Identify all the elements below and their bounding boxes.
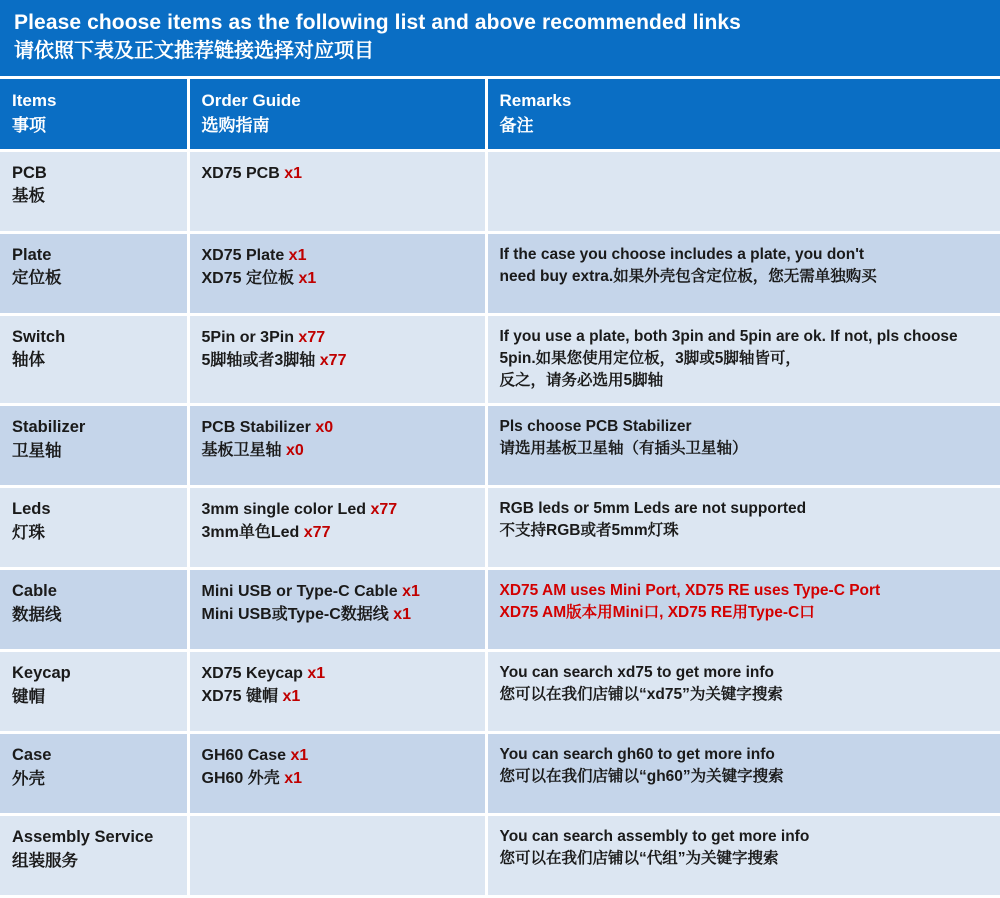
order-line-en (202, 326, 475, 349)
remarks-line-zh: 您可以在我们店铺以“xd75”为关键字搜索 (499, 686, 783, 704)
item-label-zh: 卫星轴 (12, 441, 62, 460)
order-qty-en: x77 (298, 328, 326, 346)
remarks-line-zh: 不支持RGB或者5mm灯珠 (499, 522, 679, 540)
item-label-zh: 轴体 (12, 351, 45, 370)
cell-remarks (486, 650, 1000, 732)
remarks-line-en: XD75 AM uses Mini Port, XD75 RE uses Type-C Port (499, 581, 881, 599)
column-header-items-zh: 事项 (12, 115, 46, 135)
remarks-line-en: You can search assembly to get more info (499, 827, 810, 845)
table-row (0, 650, 1000, 732)
item-label-zh: 基板 (12, 187, 45, 206)
cell-order-guide (188, 650, 486, 732)
cell-remarks (486, 404, 1000, 486)
order-line-zh (202, 521, 475, 544)
item-label-en: Assembly Service (12, 827, 154, 846)
remarks-line-zh: 反之，请务必选用5脚轴 (499, 372, 664, 390)
banner-title-en: Please choose items as the following list and above recommended links (14, 11, 741, 34)
item-label-zh: 外壳 (12, 769, 45, 788)
cell-item (0, 568, 188, 650)
column-header-items-en: Items (12, 91, 57, 111)
cell-item (0, 232, 188, 314)
table-body (0, 150, 1000, 896)
remarks-line-zh: XD75 AM版本用Mini口, XD75 RE用Type-C口 (499, 604, 815, 622)
column-header-items (0, 79, 188, 150)
order-line-en (202, 580, 475, 603)
order-text-en: XD75 PCB (201, 164, 280, 182)
order-line-zh (202, 685, 475, 708)
table-row (0, 232, 1000, 314)
remarks-line-zh: 您可以在我们店铺以“gh60”为关键字搜索 (499, 768, 784, 786)
order-qty-en: x0 (315, 418, 334, 436)
cell-order-guide (188, 568, 486, 650)
cell-order-guide (188, 486, 486, 568)
order-qty-zh: x1 (284, 770, 302, 788)
table-header (0, 79, 1000, 150)
order-qty-zh: x1 (282, 688, 301, 706)
item-label-zh: 灯珠 (12, 523, 45, 542)
cell-remarks (486, 314, 1000, 404)
cell-order-guide (188, 314, 486, 404)
table-row (0, 732, 1000, 814)
order-qty-en: x1 (307, 664, 326, 682)
order-text-en: PCB Stabilizer (201, 418, 311, 436)
order-qty-zh: x1 (393, 606, 412, 624)
cell-item (0, 404, 188, 486)
order-line-zh (202, 349, 475, 372)
column-header-remarks-en: Remarks (499, 91, 572, 111)
order-text-zh: XD75 键帽 (201, 688, 278, 706)
item-label-zh: 数据线 (12, 605, 62, 624)
table-row (0, 814, 1000, 896)
order-guide-table (0, 79, 1000, 898)
item-label-en: Cable (12, 581, 57, 600)
order-text-en: 5Pin or 3Pin (201, 328, 294, 346)
remarks-line-en: RGB leds or 5mm Leds are not supported (499, 499, 807, 517)
order-text-en: XD75 Plate (201, 246, 285, 264)
cell-order-guide (188, 814, 486, 896)
column-header-order-guide (188, 79, 486, 150)
order-text-zh: 5脚轴或者3脚轴 (201, 351, 316, 369)
cell-item (0, 650, 188, 732)
order-text-zh: 基板卫星轴 (201, 442, 282, 460)
item-label-en: Switch (12, 327, 66, 346)
order-line-en (202, 662, 475, 685)
cell-remarks (486, 150, 1000, 232)
order-line-zh (202, 767, 475, 790)
table-row (0, 314, 1000, 404)
cell-item (0, 486, 188, 568)
cell-order-guide (188, 732, 486, 814)
order-text-en: 3mm single color Led (201, 500, 366, 518)
cell-order-guide (188, 404, 486, 486)
order-line-en (202, 162, 475, 185)
cell-item (0, 314, 188, 404)
cell-remarks (486, 486, 1000, 568)
item-label-en: Leds (12, 499, 51, 518)
order-line-en (202, 498, 475, 521)
table-row (0, 568, 1000, 650)
cell-remarks (486, 814, 1000, 896)
order-qty-zh: x0 (285, 442, 304, 460)
order-qty-zh: x1 (298, 269, 317, 287)
table-row (0, 404, 1000, 486)
order-qty-zh: x77 (319, 351, 347, 369)
item-label-en: Keycap (12, 663, 71, 682)
table-row (0, 486, 1000, 568)
column-header-remarks-zh: 备注 (499, 115, 534, 135)
remarks-line-zh: 请选用基板卫星轴（有插头卫星轴） (499, 440, 748, 458)
order-qty-en: x1 (288, 246, 307, 264)
cell-item (0, 150, 188, 232)
banner-title-zh: 请依照下表及正文推荐链接选择对应项目 (14, 40, 374, 63)
order-line-zh (202, 603, 475, 626)
item-label-zh: 键帽 (12, 687, 45, 706)
remarks-line-zh: need buy extra.如果外壳包含定位板，您无需单独购买 (499, 268, 877, 285)
remarks-line-en: Pls choose PCB Stabilizer (499, 417, 692, 435)
order-qty-en: x1 (284, 164, 302, 182)
order-text-en: Mini USB or Type-C Cable (201, 582, 398, 600)
remarks-line-en: You can search gh60 to get more info (499, 745, 775, 763)
column-header-order-guide-zh: 选购指南 (201, 115, 270, 135)
table-row (0, 150, 1000, 232)
column-header-remarks (486, 79, 1000, 150)
remarks-line-zh: 您可以在我们店铺以“代组”为关键字搜索 (499, 850, 779, 868)
page-banner (0, 0, 1000, 79)
cell-order-guide (188, 232, 486, 314)
order-text-zh: GH60 外壳 (201, 770, 280, 788)
order-line-en (202, 744, 475, 767)
order-text-zh: XD75 定位板 (201, 269, 294, 287)
item-label-en: Case (12, 745, 52, 764)
order-text-zh: Mini USB或Type-C数据线 (201, 606, 389, 624)
order-line-en (202, 244, 475, 267)
order-qty-en: x1 (290, 746, 309, 764)
cell-item (0, 814, 188, 896)
order-qty-zh: x77 (303, 524, 331, 542)
cell-item (0, 732, 188, 814)
order-text-zh: 3mm单色Led (201, 524, 300, 542)
column-header-order-guide-en: Order Guide (201, 91, 301, 111)
order-text-en: GH60 Case (201, 746, 286, 764)
cell-remarks (486, 232, 1000, 314)
order-text-en: XD75 Keycap (201, 664, 303, 682)
remarks-line-en: If you use a plate, both 3pin and 5pin are ok. If not, pls choose 5pin.如果您使用定位板，3脚或5脚轴皆可， (499, 327, 958, 367)
cell-order-guide (188, 150, 486, 232)
item-label-en: PCB (12, 163, 47, 182)
order-line-zh (202, 439, 475, 462)
item-label-zh: 定位板 (12, 269, 62, 288)
item-label-zh: 组装服务 (12, 851, 78, 870)
order-qty-en: x77 (370, 500, 398, 518)
cell-remarks (486, 568, 1000, 650)
remarks-line-en: You can search xd75 to get more info (499, 663, 774, 681)
cell-remarks (486, 732, 1000, 814)
order-line-en (202, 416, 475, 439)
order-line-zh (202, 267, 475, 290)
order-qty-en: x1 (402, 582, 420, 600)
remarks-line-en: If the case you choose includes a plate, you don't (499, 245, 865, 263)
item-label-en: Stabilizer (12, 417, 86, 436)
item-label-en: Plate (12, 245, 52, 264)
table-header-row (0, 79, 1000, 150)
